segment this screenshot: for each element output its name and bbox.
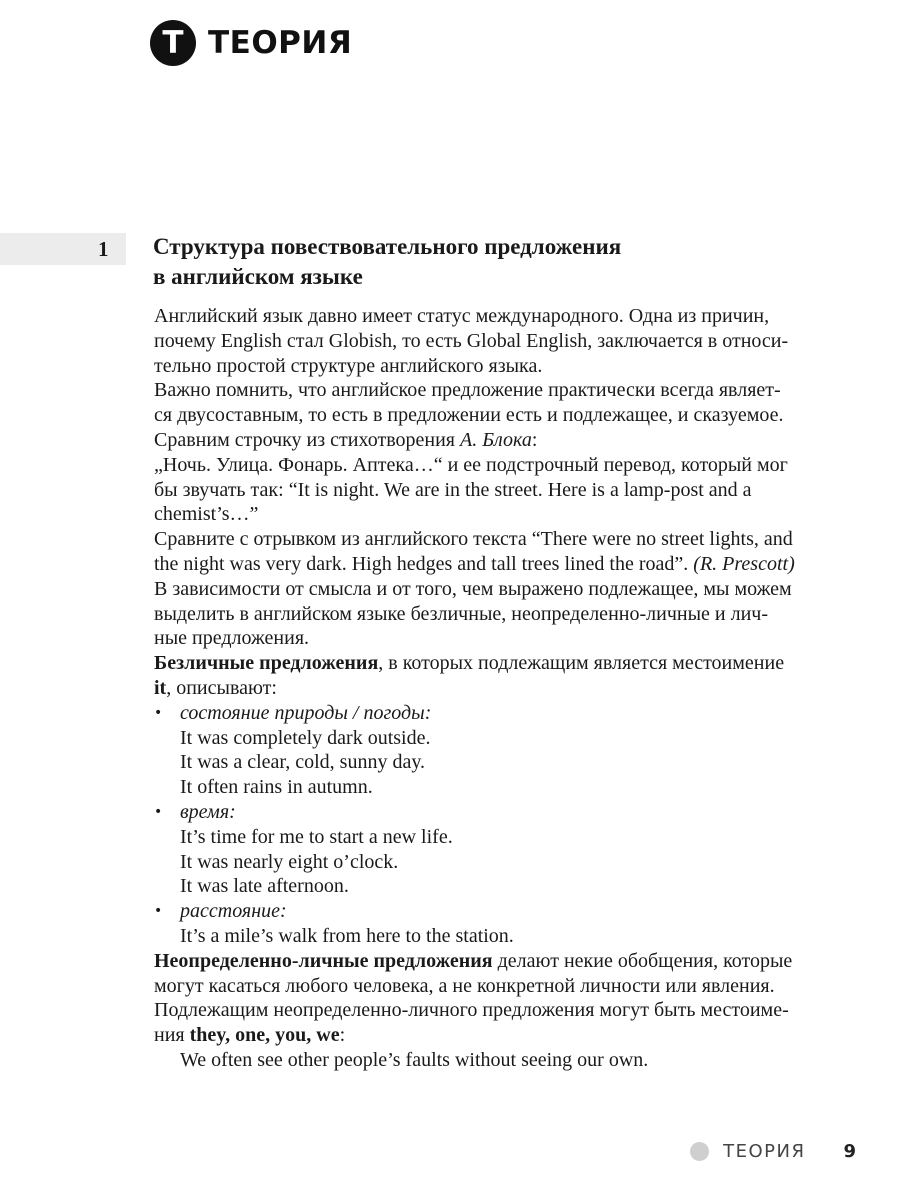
- quote-source: (R. Prescott): [693, 552, 795, 575]
- term-bold: it: [154, 676, 167, 699]
- text-line: почему English стал Globish, то есть Global English, заключается в относи-: [154, 329, 789, 352]
- text-line: Английский язык давно имеет статус международного. Одна из причин,: [154, 305, 770, 327]
- paragraph: [154, 304, 866, 378]
- example-line: It was nearly eight o’clock.: [180, 850, 399, 873]
- bullet-item: [154, 899, 866, 949]
- text-line: Сравните с отрывком из английского текста “There were no street lights, and: [154, 528, 793, 551]
- text-line: ся двусоставным, то есть в предложении есть и подлежащее, и сказуемое.: [154, 404, 784, 427]
- bullet-heading: расстояние:: [180, 900, 287, 923]
- paragraph: [154, 651, 866, 701]
- example-line: It often rains in autumn.: [180, 776, 373, 799]
- text-line: В зависимости от смысла и от того, чем выражено подлежащее, мы можем: [154, 577, 792, 600]
- paragraph: [154, 428, 866, 453]
- bullet-item: [154, 800, 866, 899]
- header-title: ТЕОРИЯ: [208, 25, 353, 61]
- text-line: Сравним строчку из стихотворения: [154, 428, 460, 451]
- bullet-heading: время:: [180, 800, 236, 823]
- text-punct: :: [531, 428, 538, 451]
- bullet-item: [154, 701, 866, 800]
- text-punct: :: [339, 1024, 346, 1047]
- page-header: [150, 20, 352, 66]
- bullet-icon: •: [154, 803, 163, 820]
- example-line: It was a clear, cold, sunny day.: [180, 751, 426, 774]
- example-line: It was late afternoon.: [180, 875, 349, 898]
- text-line: тельно простой структуре английского языка.: [154, 354, 543, 377]
- text-line: , описывают:: [166, 676, 277, 699]
- paragraph: [154, 378, 866, 428]
- example-line: It’s a mile’s walk from here to the station.: [180, 924, 514, 947]
- text-line: chemist’s…”: [154, 503, 259, 526]
- text-line: делают некие обобщения, которые: [492, 949, 793, 972]
- section-title-line: в английском языке: [153, 264, 363, 289]
- footer-label: ТЕОРИЯ: [723, 1141, 806, 1162]
- text-line: выделить в английском языке безличные, неопределенно-личные и лич-: [154, 602, 768, 625]
- text-line: the night was very dark. High hedges and tall trees lined the road”.: [154, 552, 694, 575]
- example-line: It’s time for me to start a new life.: [180, 825, 453, 848]
- bullet-icon: •: [154, 903, 163, 920]
- text-line: Подлежащим неопределенно-личного предложения могут быть местоиме-: [154, 999, 789, 1022]
- term-bold: Безличные предложения: [154, 652, 379, 675]
- text-line: Важно помнить, что английское предложение практически всегда являет-: [154, 379, 781, 402]
- text-line: могут касаться любого человека, а не конкретной личности или явления.: [154, 974, 775, 997]
- text-line: „Ночь. Улица. Фонарь. Аптека…“ и ее подстрочный перевод, который мог: [154, 453, 788, 476]
- term-bold: Неопределенно-личные предложения: [154, 949, 493, 972]
- circle-icon: [690, 1142, 709, 1161]
- paragraph: [154, 453, 866, 527]
- paragraph: [154, 527, 866, 577]
- text-line: ные предложения.: [154, 627, 310, 650]
- bullet-icon: •: [154, 704, 163, 721]
- example-line: It was completely dark outside.: [180, 726, 431, 749]
- section-title: [153, 232, 853, 292]
- author-name: А. Блока: [460, 428, 532, 451]
- paragraph: [154, 949, 866, 1048]
- example-sentence: [154, 1048, 866, 1073]
- paragraph: [154, 577, 866, 651]
- text-line: бы звучать так: “It is night. We are in the street. Here is a lamp-post and a: [154, 478, 752, 501]
- body-text: [154, 304, 866, 1073]
- section-number: 1: [98, 237, 109, 261]
- bullet-heading: состояние природы / погоды:: [180, 701, 432, 724]
- page-number: 9: [843, 1141, 856, 1162]
- text-line: , в которых подлежащим является местоимение: [378, 652, 785, 675]
- section-title-line: Структура повествовательного предложения: [153, 234, 622, 259]
- pronoun-list: they, one, you, we: [189, 1024, 340, 1047]
- theory-badge-icon: Т: [150, 20, 196, 66]
- text-line: ния: [154, 1024, 190, 1047]
- page-footer: [690, 1141, 856, 1162]
- example-line: We often see other people’s faults without seeing our own.: [180, 1048, 649, 1071]
